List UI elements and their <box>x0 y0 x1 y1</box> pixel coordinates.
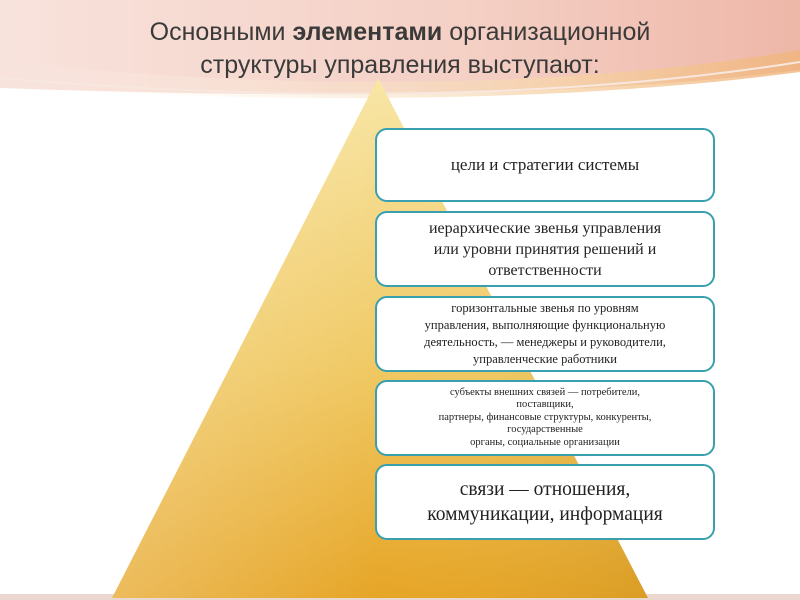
element-box-external-subjects <box>375 380 715 456</box>
element-box-hierarchy-text: иерархические звенья управления или уровни принятия решений и ответственности <box>428 219 662 279</box>
title-emphasis: элементами <box>292 18 443 46</box>
element-box-horizontal-links <box>375 296 715 372</box>
element-box-goals <box>375 128 715 202</box>
title-part-1: Основными <box>149 18 293 46</box>
element-box-horizontal-links-text: горизонтальные звенья по уровням управления, выполняющие функциональную деятельность, — менеджеры и руководители, управленческие работники <box>424 301 666 366</box>
element-box-goals-text: цели и стратегии системы <box>450 155 640 174</box>
element-box-hierarchy <box>375 211 715 287</box>
element-box-relations-text: связи — отношения, коммуникации, информация <box>427 479 663 525</box>
slide-title <box>40 16 760 82</box>
element-box-relations <box>375 464 715 540</box>
element-box-external-subjects-text: субъекты внешних связей — потребители, поставщики, партнеры, финансовые структуры, конкуренты, государственные органы, социальные организации <box>438 386 652 448</box>
title-part-3: организационной <box>442 18 651 46</box>
title-line-2: структуры управления выступают: <box>200 51 600 79</box>
